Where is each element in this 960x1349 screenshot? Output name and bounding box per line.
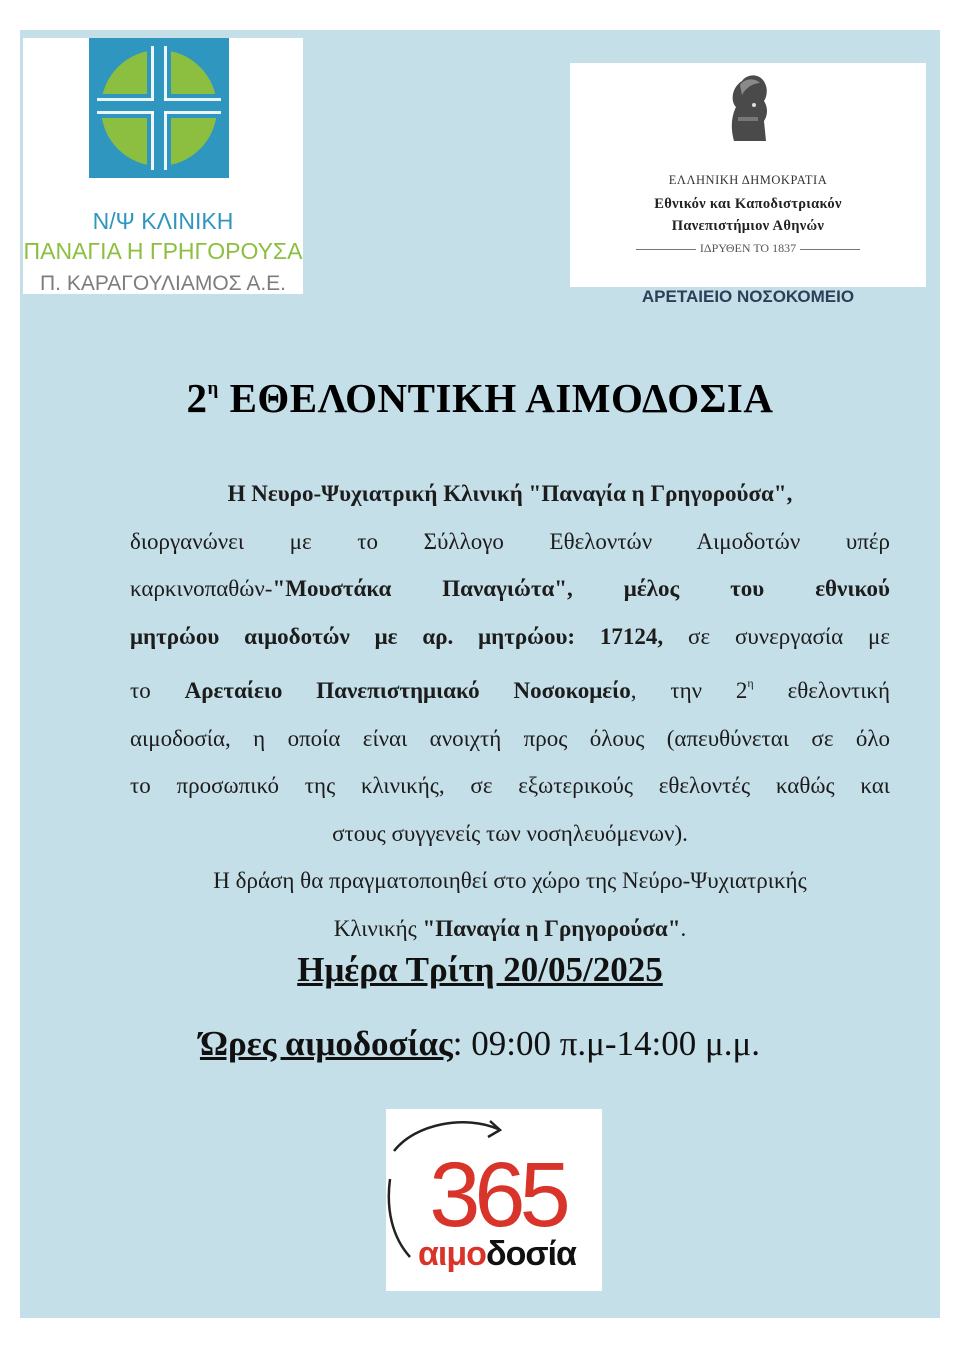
body-line: Η δράση θα πραγματοποιηθεί στο χώρο της Νεύρο-Ψυχιατρικής: [213, 868, 807, 893]
logo-365-number: 365: [429, 1144, 565, 1246]
body-line: στους συγγενείς των νοσηλευόμενων).: [332, 820, 688, 846]
body-line: [130, 660, 890, 715]
body-text: σε συνεργασία με: [663, 623, 890, 649]
event-date: Ημέρα Τρίτη 20/05/2025: [297, 950, 663, 989]
clinic-logo-line3: Π. ΚΑΡΑΓΟΥΛΙΑΜΟΣ Α.Ε.: [39, 272, 286, 295]
divider: [636, 249, 696, 250]
hospital-name: ΑΡΕΤΑΙΕΙΟ ΝΟΣΟΚΟΜΕΙΟ: [641, 287, 855, 306]
logo-365-word: [392, 1235, 602, 1274]
university-hospital-logo: [570, 63, 926, 306]
body-text: το: [130, 678, 185, 703]
title-superscript: η: [207, 378, 219, 399]
body-line: διοργανώνει με το Σύλλογο Εθελοντών Αιμοδοτών υπέρ: [130, 528, 890, 554]
university-logo-line1: ΕΛΛΗΝΙΚΗ ΔΗΜΟΚΡΑΤΙΑ: [668, 173, 828, 187]
hours-label: Ώρες αιμοδοσίας: [199, 1024, 453, 1063]
clinic-logo-line1: Ν/Ψ ΚΛΙΝΙΚΗ: [92, 208, 234, 234]
athena-head-icon: [724, 71, 772, 143]
clinic-logo: [23, 38, 303, 294]
university-logo-line4: [570, 241, 926, 256]
clinic-name: Η Νευρο-Ψυχιατρική Κλινική "Παναγία η Γρηγορούσα",: [227, 481, 793, 506]
hours-value: : 09:00 π.μ-14:00 μ.μ.: [452, 1024, 761, 1063]
divider: [800, 249, 860, 250]
ordinal-superscript: η: [747, 676, 754, 690]
announcement-text: [130, 470, 890, 952]
registry-number: μητρώου αιμοδοτών με αρ. μητρώου: 17124,: [130, 623, 664, 649]
body-text: .: [680, 915, 687, 941]
cross-circle-icon: [89, 38, 229, 178]
body-line: [130, 565, 890, 613]
clinic-logo-line2: ΠΑΝΑΓΙΑ Η ΓΡΗΓΟΡΟΥΣΑ: [23, 238, 303, 264]
university-logo-line3: Πανεπιστήμιον Αθηνών: [671, 218, 825, 234]
body-line: [130, 905, 890, 953]
title-number: 2: [186, 375, 208, 421]
title-text: ΕΘΕΛΟΝΤΙΚΗ ΑΙΜΟΔΟΣΙΑ: [218, 375, 774, 421]
body-line: [130, 613, 890, 661]
university-founded: ΙΔΡΥΘΕΝ ΤΟ 1837: [699, 241, 797, 255]
logo-365-aimodosia: [386, 1109, 602, 1291]
body-text: εθελοντική: [753, 678, 891, 703]
logo-word-red: αιμο: [418, 1235, 486, 1273]
body-text: καρκινοπαθών-: [130, 576, 273, 601]
poster: [20, 30, 940, 1318]
logo-word-black: δοσία: [485, 1235, 576, 1273]
body-line: [130, 470, 890, 518]
body-line: το προσωπικό της κλινικής, σε εξωτερικούς εθελοντές καθώς και: [130, 773, 890, 798]
body-text: Κλινικής: [333, 915, 423, 941]
clinic-name-inline: "Παναγία η Γρηγορούσα": [422, 915, 681, 941]
body-line: αιμοδοσία, η οποία είναι ανοιχτή προς όλους (απευθύνεται σε όλο: [130, 725, 890, 751]
event-hours: [20, 1024, 940, 1064]
association-name: "Μουστάκα Παναγιώτα", μέλος του εθνικού: [272, 576, 890, 601]
hospital-name-inline: Αρεταίειο Πανεπιστημιακό Νοσοκομείο: [184, 678, 631, 703]
page-title: [20, 374, 940, 422]
body-text: , την 2: [630, 678, 748, 703]
university-logo-line2: Εθνικόν και Καποδιστριακόν: [654, 196, 842, 212]
